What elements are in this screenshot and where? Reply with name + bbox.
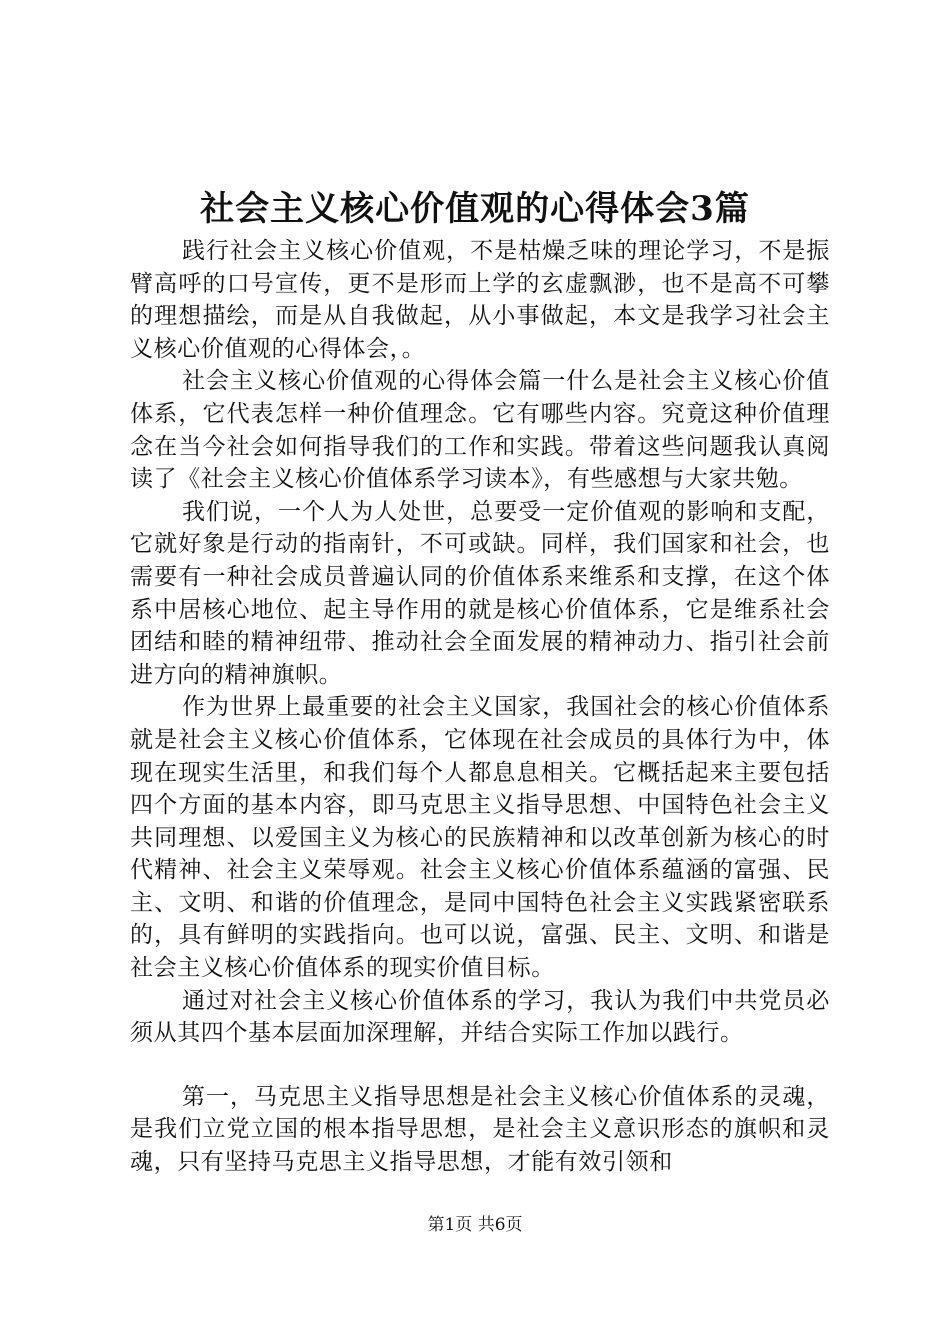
document-body [130,235,830,1179]
document-title: 社会主义核心价值观的心得体会3篇 [200,189,750,229]
paragraph-intro: 践行社会主义核心价值观，不是枯燥乏味的理论学习，不是振臂高呼的口号宣传，更不是形而上学的玄虚飘渺，也不是高不可攀的理想描绘，而是从自我做起，从小事做起，本文是我学习社会主义核心价值观的心得体会，。 [130,238,830,362]
page-footer: 第1页 共6页 [427,1215,523,1235]
paragraph-values-guide: 我们说，一个人为人处世，总要受一定价值观的影响和支配，它就好象是行动的指南针，不可或缺。同样，我们国家和社会，也需要有一种社会成员普遍认同的价值体系来维系和支撑，在这个体系中居核心地位、起主导作用的就是核心价值体系，它是维系社会团结和睦的精神纽带、推动社会全面发展的精神动力、指引社会前进方向的精神旗帜。 [130,498,830,688]
paragraph-part-one: 社会主义核心价值观的心得体会篇一什么是社会主义核心价值体系，它代表怎样一种价值理念。它有哪些内容。究竟这种价值理念在当今社会如何指导我们的工作和实践。带着这些问题我认真阅读了《社会主义核心价值体系学习读本》，有些感想与大家共勉。 [130,368,830,493]
paragraph-party-members: 通过对社会主义核心价值体系的学习，我认为我们中共党员必须从其四个基本层面加深理解，并结合实际工作加以践行。 [130,987,830,1047]
paragraph-core-value-system: 作为世界上最重要的社会主义国家，我国社会的核心价值体系就是社会主义核心价值体系，它体现在社会成员的具体行为中，体现在现实生活里，和我们每个人都息息相关。它概括起来主要包括四个方面的基本内容，即马克思主义指导思想、中国特色社会主义共同理想、以爱国主义为核心的民族精神和以改革创新为核心的时代精神、社会主义荣辱观。社会主义核心价值体系蕴涵的富强、民主、文明、和谐的价值理念，是同中国特色社会主义实践紧密联系的，具有鲜明的实践指向。也可以说，富强、民主、文明、和谐是社会主义核心价值体系的现实价值目标。 [130,694,830,982]
paragraph-first-point: 第一，马克思主义指导思想是社会主义核心价值体系的灵魂，是我们立党立国的根本指导思想，是社会主义意识形态的旗帜和灵魂，只有坚持马克思主义指导思想，才能有效引领和 [130,1083,830,1176]
